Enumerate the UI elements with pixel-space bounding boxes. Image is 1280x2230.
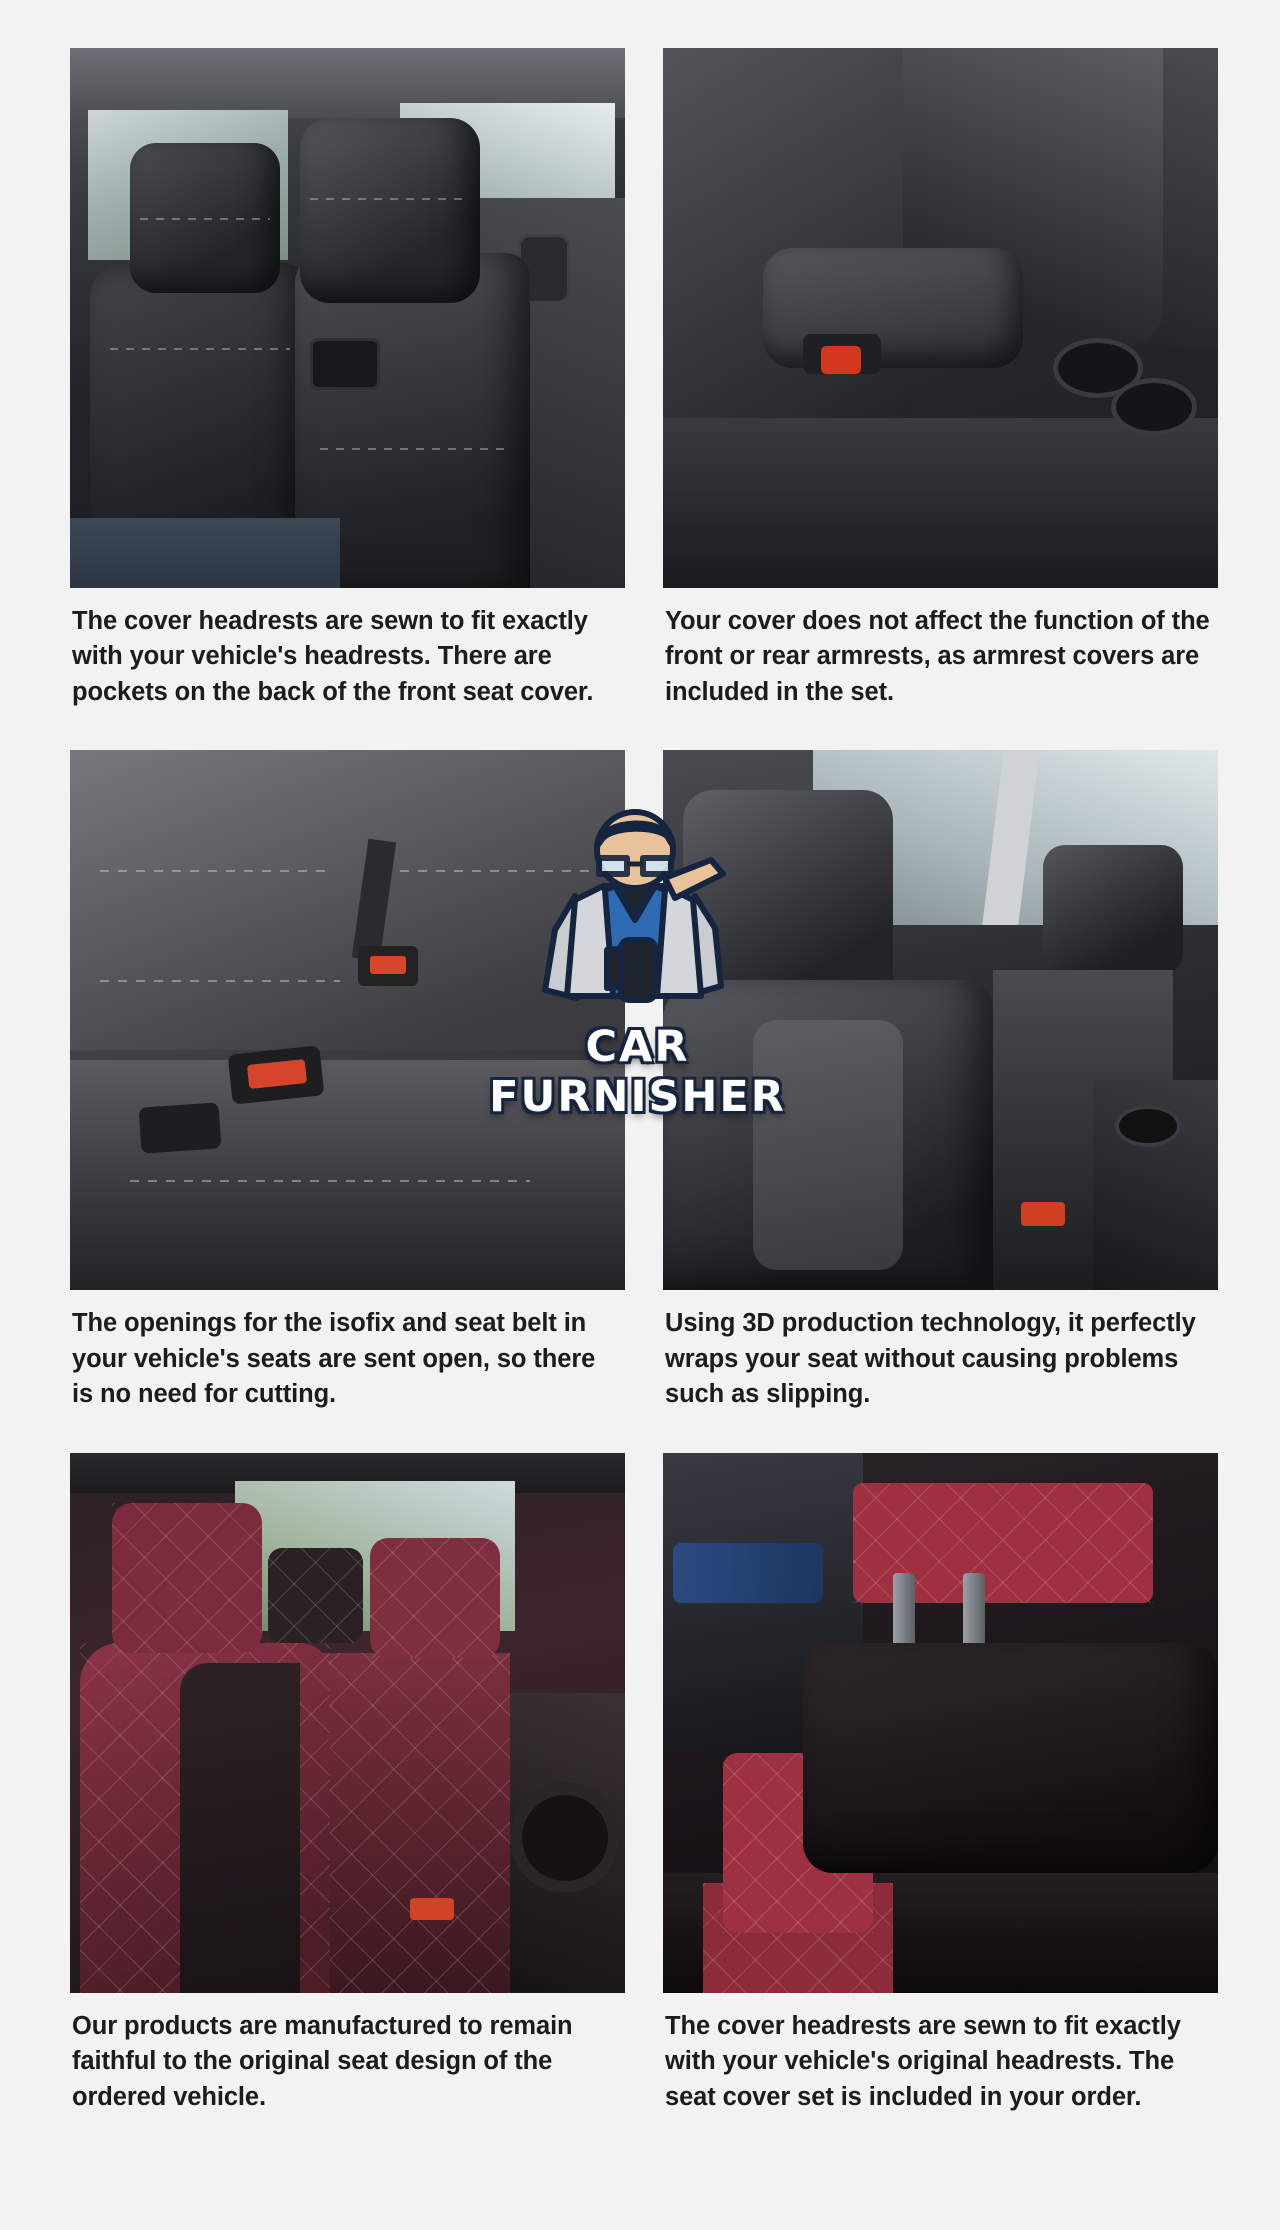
feature-image-headrests-pockets [70, 48, 625, 588]
feature-caption: Our products are manufactured to remain faithful to the original seat design of the ordered vehicle. [72, 2011, 573, 2111]
feature-card-headrests-pockets [70, 48, 625, 710]
feature-image-isofix-openings [70, 750, 625, 1290]
row-spacer [663, 710, 1218, 750]
feature-card-armrest-covers [663, 48, 1218, 710]
brand-wordmark: CAR FURNISHER [489, 1022, 786, 1122]
feature-card-original-design [70, 1453, 625, 2115]
feature-caption: Using 3D production technology, it perfectly wraps your seat without causing problems such as slipping. [665, 1309, 1196, 1409]
feature-image-3d-production [663, 750, 1218, 1290]
row-spacer [663, 1413, 1218, 1453]
feature-card-3d-production [663, 750, 1218, 1412]
feature-image-armrest-covers [663, 48, 1218, 588]
row-spacer [70, 710, 625, 750]
feature-card-isofix-openings [70, 750, 625, 1412]
feature-caption: The cover headrests are sewn to fit exactly with your vehicle's original headrests. The seat cover set is included in your order. [665, 2011, 1181, 2111]
feature-image-original-design [70, 1453, 625, 1993]
feature-card-headrest-set-included [663, 1453, 1218, 2115]
feature-caption: The openings for the isofix and seat belt in your vehicle's seats are sent open, so there is no need for cutting. [72, 1309, 596, 1409]
feature-caption: Your cover does not affect the function of the front or rear armrests, as armrest covers are included in the set. [665, 607, 1210, 706]
feature-caption: The cover headrests are sewn to fit exactly with your vehicle's headrests. There are pockets on the back of the front seat cover. [72, 607, 594, 706]
feature-image-headrest-set-included [663, 1453, 1218, 1993]
row-spacer [70, 1413, 625, 1453]
